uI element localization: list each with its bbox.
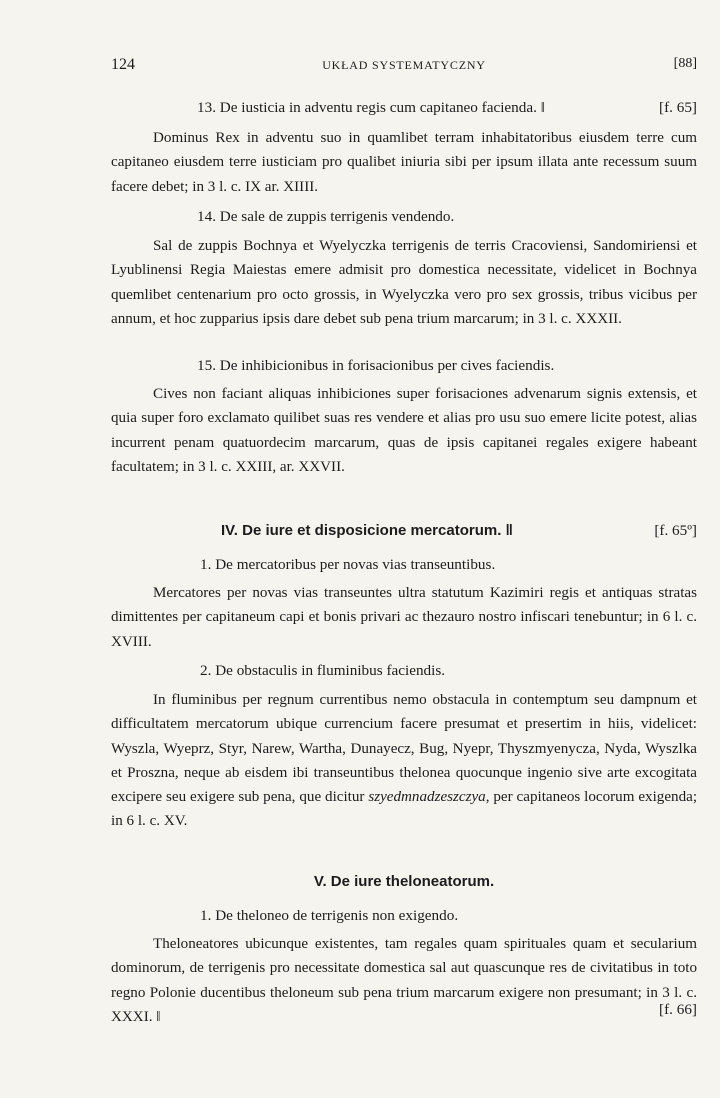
article-text-14: Sal de zuppis Bochnya et Wyelyczka terrigenis de terris Cracoviensi, Sandomiriensi et Lyublinensi Regia Maiestas emere admisit pro domestica necessitate, videlicet in Bochnya quemlibet centenarium pro octo grossis, in Wyelyczka vero pro sex grossis, tribus vicibus per annum, et hoc zupparius ipsis dare debet sub pena trium marcarum; in 3 l. c. XXXII. xyxy=(111,238,697,327)
running-head xyxy=(111,56,697,78)
folio-marker: [f. 66] xyxy=(659,1001,697,1018)
folio-marker: [f. 65º] xyxy=(654,522,697,539)
page-number: 124 xyxy=(111,56,135,73)
article-text-iv-2: In fluminibus per regnum currentibus nemo obstacula in contemptum seu dampnum et difficultatem mercatorum ubique currencium facere presumat et presertim in hiis, videlicet: Wyszla, Wyeprz, Styr, Narew, Wartha, Dunayecz, Bug, Nyepr, Thyszmyenycza, Nyda, Wyszlka et Proszna, neque ab eisdem ibi transeuntibus thelonea quocunque ingenio sive arte excogitata excipere seu exigere sub pena, que dicitur szyedmnadzeszczya, per capitaneos locorum exigenda; in 6 l. c. XV. xyxy=(111,692,698,830)
folio-marker: [f. 65] xyxy=(659,99,697,116)
article-text-15: Cives non faciant aliquas inhibiciones super forisaciones advenarum signis extensis, et quia super foro exclamato quilibet suas res vendere et alias pro usu suo emere licite potest, alias incurrent penam quatuordecim marcarum, quas de ipsis capitanei regales exigere habeant facultatem; in 3 l. c. XXIII, ar. XXVII. xyxy=(111,386,697,475)
article-text-13: Dominus Rex in adventu suo in quamlibet terram inhabitatoribus eiusdem terre cum capitaneo eiusdem terre iusticiam pro qualibet iniuria sibi per ipsum illata ante recessum suum facere debet; in 3 l. c. IX ar. XIIII. xyxy=(111,130,697,195)
running-title: UKŁAD SYSTEMATYCZNY xyxy=(322,58,486,72)
italic-term: szyedmnadzeszczya xyxy=(368,789,486,806)
article-text-v-1: Theloneatores ubicunque existentes, tam regales quam spirituales quam et secularium dominorum, de terrigenis pro necessitate domestica sal aut quascunque res de civitatibus in toto regno Polonie ducentibus theloneum sub pena trium marcarum exigere non presumant; in 3 l. c. XXXI. ‖ xyxy=(111,936,697,1025)
section-number: [88] xyxy=(673,56,697,71)
article-text-iv-1: Mercatores per novas vias transeuntes ultra statutum Kazimiri regis et antiquas stratas dimittentes per capitaneum capi et bonis privari ac thezauro nostro infiscari tenebuntur; in 6 l. c. XVIII. xyxy=(111,585,697,650)
